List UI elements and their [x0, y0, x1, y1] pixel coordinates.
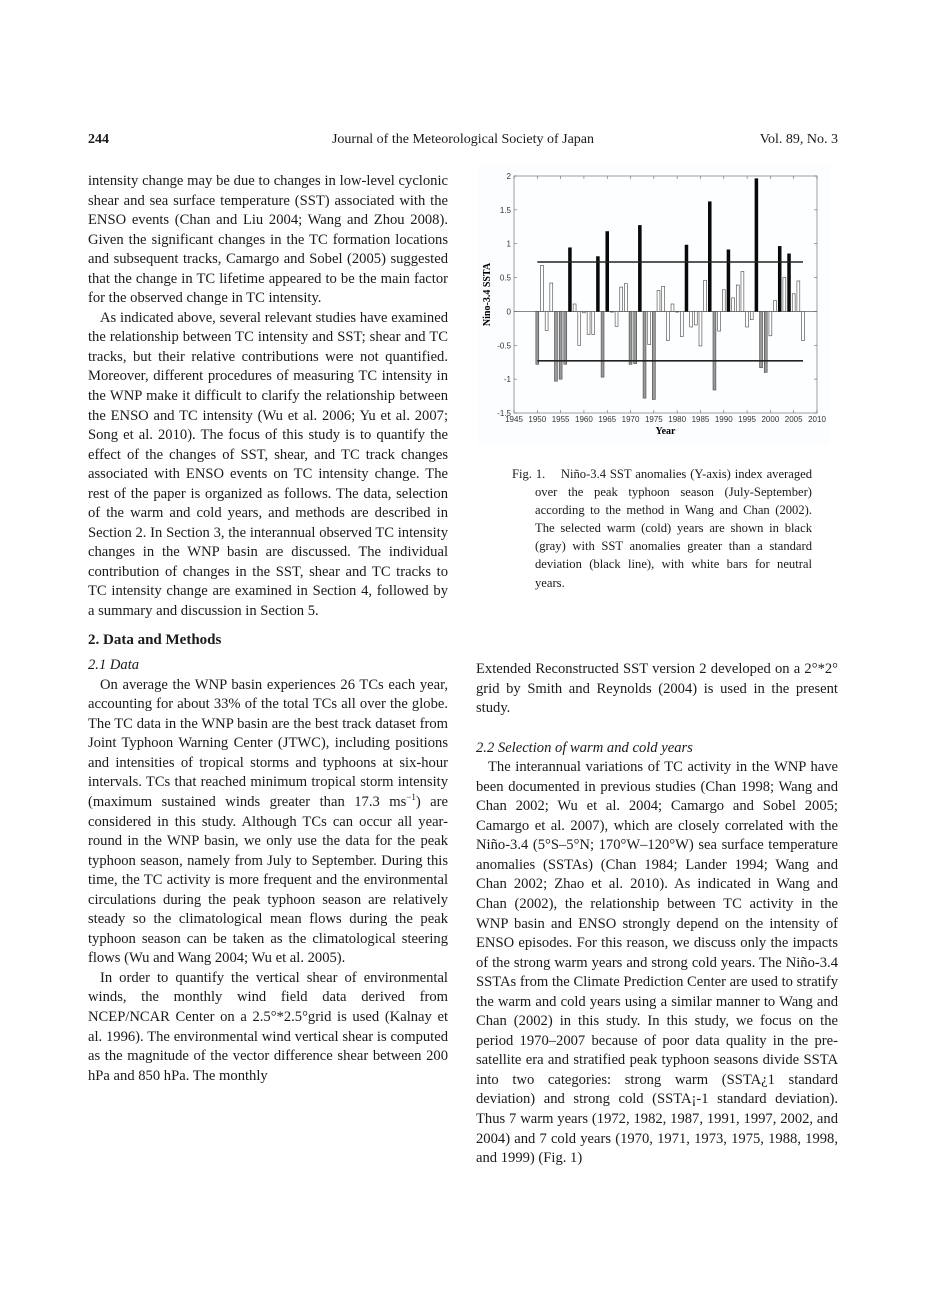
- paragraph-text: On average the WNP basin experiences 26 TCs each year, accounting for about 33% of the total TCs all over the globe. The TC data in the WNP basin are the best track dataset from Joint Typhoon Warning Center (JTWC), including positions and intensities of tropical storms and typhoons at six-hour intervals. TCs that reached minimum tropical storm intensity (maximum sustained winds greater than 17.3 ms: [88, 676, 448, 810]
- bar-neutral-1976: [657, 290, 660, 311]
- paragraph: intensity change may be due to changes in low-level cyclonic shear and sea surface temperature (SST) associated with the ENSO events (Chan and Liu 2004; Wang and Zhou 2008). Given the significant changes in the TC formation locations and subsequent tracks, Camargo and Sobel (2005) suggested that the change in TC lifetime appeared to be the main factor for the observed change in TC intensity.: [88, 173, 448, 307]
- bar-warm-1965: [606, 232, 609, 312]
- bar-neutral-1979: [671, 304, 674, 311]
- paragraph: The interannual variations of TC activity in the WNP have been documented in previous studies (Chan 1998; Wang and Chan 2002; Wu et al. 2004; Camargo and Sobel 2005; Camargo et al. 2007), which are closely correlated with the Niño-3.4 (5°S–5°N; 170°W–120°W) sea surface temperature anomalies (SSTAs) (Chan 1984; Lander 1994; Wang and Chan 2002; Zhao et al. 2010). As indicated in Wang and Chan (2002), the relationship between TC activity in the WNP basin and ENSO strongly depend on the intensity of ENSO episodes. For this reason, we discuss only the impacts of the strong warm years and strong cold years. The Niño-3.4 SSTAs from the Climate Prediction Center are used to stratify the warm and cold years using a similar manner to Wang and Chan (2002) in this study. In this study, we focus on the period 1970–2007 because of poor data quality in the pre-satellite era and stratified peak typhoon seasons divide SSTA into two categories: strong warm (SSTA¿1 standard deviation) and strong cold (SSTA¡-1 standard deviation). Thus 7 warm years (1972, 1982, 1987, 1991, 1997, 2002, and 2004) and 7 cold years (1970, 1971, 1973, 1975, 1988, 1998, and 1999) (Fig. 1): [476, 759, 838, 1167]
- bar-cold-1950: [536, 311, 539, 364]
- bar-neutral-1960: [582, 311, 585, 312]
- bar-neutral-1959: [578, 311, 581, 345]
- paragraph: Extended Reconstructed SST version 2 developed on a 2°*2° grid by Smith and Reynolds (2004) is used in the present study.: [476, 661, 838, 717]
- bar-neutral-1969: [624, 284, 627, 312]
- bar-cold-1988: [713, 311, 716, 390]
- y-tick-label: 1: [506, 239, 511, 249]
- bar-neutral-1996: [750, 311, 753, 319]
- bar-cold-1971: [634, 311, 637, 363]
- bar-neutral-1990: [722, 290, 725, 312]
- bar-warm-1963: [596, 257, 599, 312]
- bar-warm-1987: [708, 202, 711, 312]
- bar-warm-1991: [727, 250, 730, 312]
- y-tick-label: -1.5: [497, 409, 511, 418]
- paragraph: [88, 676, 448, 969]
- subsection-heading: 2.2 Selection of warm and cold years: [476, 739, 693, 756]
- section-heading: 2. Data and Methods: [88, 631, 222, 648]
- y-axis-label: Nino-3.4 SSTA: [482, 262, 493, 327]
- bar-neutral-1978: [666, 311, 669, 340]
- bar-neutral-1994: [741, 271, 744, 311]
- right-column: [476, 660, 838, 1169]
- bar-neutral-1977: [662, 286, 665, 311]
- superscript: −1: [406, 792, 416, 803]
- bar-neutral-2005: [792, 294, 795, 312]
- x-tick-label: 1950: [528, 415, 547, 424]
- caption-text: Niño-3.4 SST anomalies (Y-axis) index averaged over the peak typhoon season (July-September) according to the method in Wang and Chan (2002). The selected warm (cold) years are shown in black (gray) with SST anomalies greater than a standard deviation (black line), with white bars for neutral years.: [535, 467, 813, 590]
- x-tick-label: 1985: [691, 415, 710, 424]
- bar-neutral-1951: [541, 265, 544, 311]
- y-tick-label: -0.5: [497, 341, 511, 351]
- bar-cold-1956: [564, 311, 567, 364]
- bar-neutral-1983: [690, 311, 693, 327]
- x-tick-label: 1945: [505, 415, 523, 424]
- subsection-heading: 2.1 Data: [88, 657, 140, 674]
- caption-label: Fig. 1.: [512, 467, 546, 481]
- bar-cold-1964: [601, 311, 604, 377]
- bar-neutral-1961: [587, 311, 590, 334]
- bar-neutral-1980: [676, 311, 679, 312]
- x-tick-label: 2000: [761, 415, 780, 424]
- bar-neutral-2007: [802, 311, 805, 340]
- y-tick-label: 2: [506, 172, 511, 181]
- bar-neutral-1995: [746, 311, 749, 327]
- bar-neutral-2001: [774, 301, 777, 312]
- bar-cold-1955: [559, 311, 562, 379]
- nino34-ssta-bar-chart: [478, 165, 830, 445]
- x-axis-label: Year: [655, 426, 676, 437]
- x-tick-label: 2010: [808, 415, 826, 424]
- bar-warm-1982: [685, 245, 688, 311]
- x-tick-label: 1995: [738, 415, 756, 424]
- y-tick-label: -1: [503, 375, 511, 385]
- bar-neutral-1974: [648, 311, 651, 344]
- y-tick-label: 1.5: [499, 205, 511, 215]
- bar-cold-1973: [643, 311, 646, 398]
- bar-neutral-1984: [694, 311, 697, 325]
- bar-warm-1997: [755, 179, 758, 312]
- bar-neutral-1985: [699, 311, 702, 346]
- x-tick-label: 1980: [668, 415, 687, 424]
- x-tick-label: 1970: [621, 415, 640, 424]
- bar-neutral-1986: [704, 280, 707, 311]
- bar-neutral-2003: [783, 278, 786, 312]
- running-header: [88, 132, 838, 152]
- x-tick-label: 2005: [784, 415, 803, 424]
- bar-warm-1972: [638, 225, 641, 311]
- page-number: 244: [88, 132, 109, 147]
- x-tick-label: 1965: [598, 415, 617, 424]
- bar-neutral-1962: [592, 311, 595, 334]
- journal-title: Journal of the Meteorological Society of Japan: [331, 132, 595, 147]
- y-tick-label: 0.5: [499, 273, 511, 283]
- paragraph: In order to quantify the vertical shear of environmental winds, the monthly wind field data derived from NCEP/NCAR Center on a 2.5°*2.5°grid is used (Kalnay et al. 1996). The environmental wind vertical shear is computed as the magnitude of the vector difference shear between 200 hPa and 850 hPa. The monthly: [88, 969, 448, 1084]
- bar-cold-1998: [760, 311, 763, 367]
- bar-neutral-1967: [615, 311, 618, 326]
- volume-info: Vol. 89, No. 3: [759, 132, 838, 147]
- bar-cold-1954: [555, 311, 558, 381]
- bar-neutral-1993: [736, 285, 739, 311]
- bar-neutral-1952: [545, 311, 548, 330]
- bar-neutral-2000: [769, 311, 772, 335]
- paragraph-text: ) are considered in this study. Although TCs can occur all year-round in the WNP basin, we only use the data for the peak typhoon season, namely from July to September. During this time, the TC activity is more frequent and the environmental circulations during the peak typhoon season are relatively steady so the climatological mean flows during the peak typhoon season can be taken as the climatological steering flows (Wu and Wang 2004; Wu et al. 2005).: [88, 793, 448, 967]
- bar-neutral-1953: [550, 283, 553, 311]
- bar-neutral-1958: [573, 304, 576, 311]
- bar-neutral-1966: [610, 311, 613, 312]
- paragraph: As indicated above, several relevant studies have examined the relationship between TC intensity and SST; shear and TC tracks, but their relative contributions were not quantified. Moreover, different procedures of measuring TC intensity in the WNP make it difficult to clarify the relationship between the ENSO and TC intensity (Wu et al. 2006; Yu et al. 2007; Song et al. 2010). The focus of this study is to quantify the effect of the changes of SST, shear, and TC track changes associated with ENSO events on TC intensity change. The rest of the paper is organized as follows. The data, selection of the warm and cold years, and methods are described in Section 2. In Section 3, the interannual observed TC intensity changes in the WNP basin are discussed. The individual contribution of changes in the SST, shear and TC tracks to TC intensity change are examined in Section 4, followed by a summary and discussion in Section 5.: [88, 309, 448, 620]
- y-tick-label: 0: [506, 307, 511, 317]
- x-tick-label: 1990: [714, 415, 733, 424]
- figure-caption: [512, 465, 812, 592]
- bar-neutral-1989: [718, 311, 721, 331]
- bar-neutral-1981: [680, 311, 683, 336]
- left-column: [88, 172, 448, 1086]
- bar-neutral-1968: [620, 287, 623, 311]
- bar-warm-1957: [568, 248, 571, 312]
- bar-neutral-1992: [732, 298, 735, 312]
- bar-neutral-2006: [797, 281, 800, 311]
- x-tick-label: 1955: [551, 415, 570, 424]
- bar-cold-1999: [764, 311, 767, 372]
- bar-cold-1975: [652, 311, 655, 399]
- x-tick-label: 1975: [644, 415, 663, 424]
- bar-cold-1970: [629, 311, 632, 364]
- bar-warm-2002: [778, 246, 781, 311]
- x-tick-label: 1960: [575, 415, 593, 424]
